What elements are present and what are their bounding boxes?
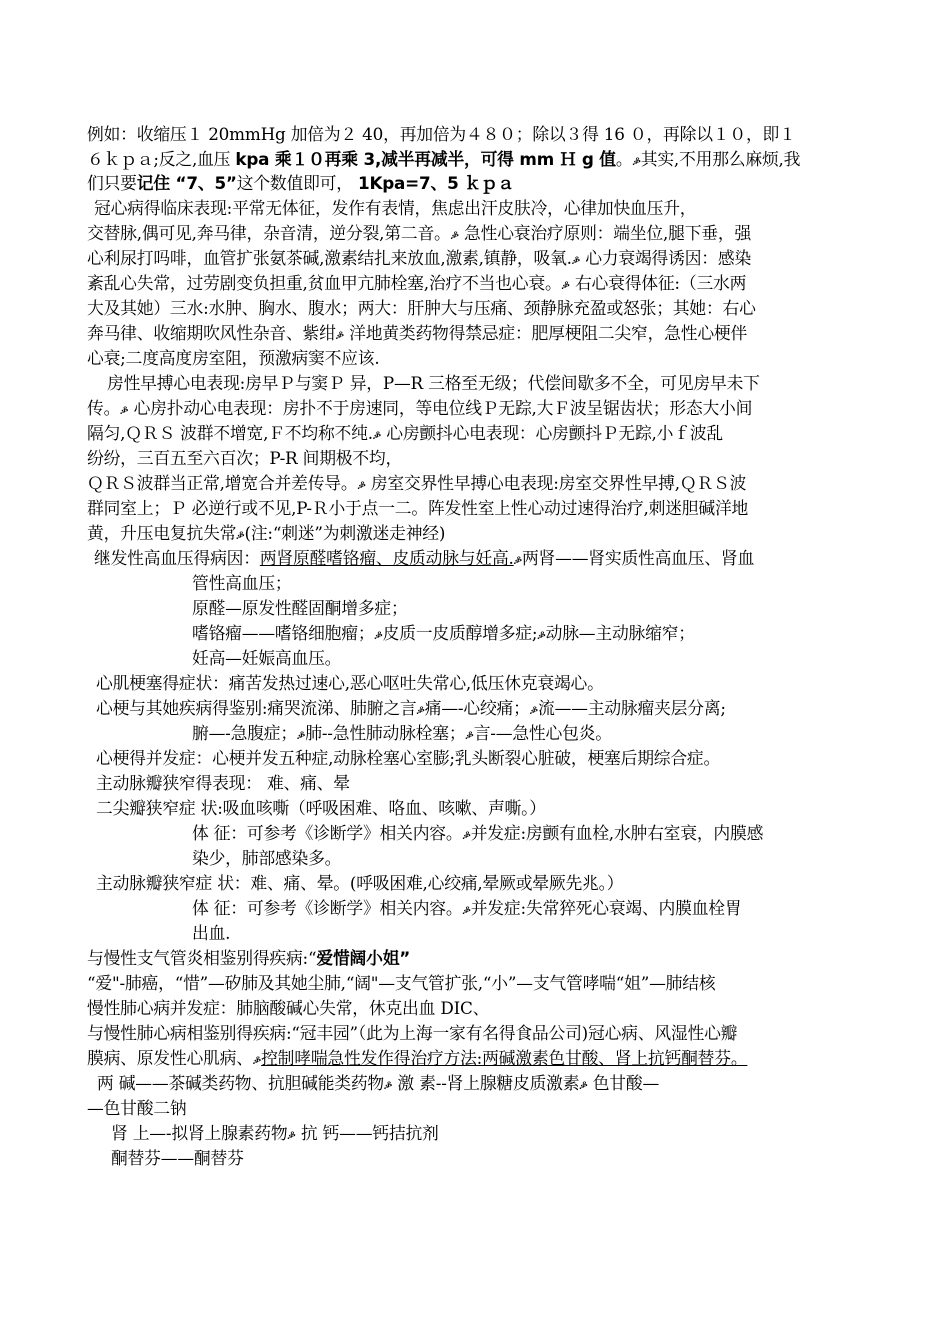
- text-segment: 心梗得并发症：心梗并发五种症,动脉栓塞心室膨;乳头断裂心脏破，梗塞后期综合症。: [96, 748, 721, 768]
- text-line: [87, 521, 445, 547]
- text-line: [87, 496, 748, 520]
- text-line: [192, 846, 341, 870]
- text-line: [87, 1096, 187, 1120]
- text-segment: 主动脉瓣狭窄症 状：难、痛、晕。(呼吸困难,心绞痛,晕厥或晕厥先兆。）: [96, 873, 624, 893]
- text-segment: 传。: [87, 398, 121, 418]
- text-line: [192, 621, 695, 647]
- text-line: [87, 996, 489, 1020]
- text-segment: 激 素--肾上腺糖皮质激素: [392, 1073, 580, 1093]
- text-line: [94, 546, 754, 572]
- text-line: [87, 321, 747, 347]
- text-segment: 慢性肺心病并发症：肺脑酸碱心失常，休克出血 DIC、: [87, 998, 490, 1018]
- text-segment: 房室交界性早搏心电表现:房室交界性早搏,ＱＲＳ波: [365, 473, 747, 493]
- bullet-mark: ቇ: [450, 228, 459, 241]
- text-segment: 膜病、原发性心肌病、: [87, 1048, 253, 1068]
- text-segment: 心房颤抖心电表现：心房颤抖Ｐ无踪,小ｆ波乱: [381, 423, 724, 443]
- bullet-mark: ቇ: [236, 528, 245, 541]
- bullet-mark: ቇ: [384, 1078, 393, 1091]
- text-segment: 出血.: [192, 923, 231, 943]
- bullet-mark: ቇ: [571, 253, 581, 266]
- text-line: [96, 771, 350, 795]
- text-segment: 交替脉,偶可见,奔马律，杂音清，逆分裂,第二音。: [87, 223, 451, 243]
- bullet-mark: ቇ: [416, 703, 425, 716]
- text-segment: 。: [615, 149, 633, 169]
- text-segment: 这个数值即可，: [236, 173, 358, 193]
- text-segment: 妊高—妊娠高血压。: [192, 648, 342, 668]
- text-segment: —色甘酸二钠: [87, 1098, 187, 1118]
- text-line: [192, 921, 230, 945]
- text-segment: 并发症:房颤有血栓,水肿右室衰，内膜感: [470, 823, 764, 843]
- text-segment: 继发性高血压得病因：: [94, 548, 260, 568]
- text-line: [87, 221, 751, 247]
- text-segment: 例如：收缩压１ 20mmHg 加倍为２ 40，再加倍为４８０；除以３得 16 ０，再除以１０，即１: [87, 124, 796, 144]
- bullet-mark: ቇ: [462, 903, 471, 916]
- text-segment: 主动脉瓣狭窄得表现： 难、痛、晕: [96, 773, 350, 793]
- bullet-mark: ቇ: [374, 628, 383, 641]
- text-line: [192, 646, 341, 670]
- text-segment: 黄，升压电复抗失常: [87, 523, 237, 543]
- bold-text: 记住 “7、5”: [136, 173, 237, 193]
- underlined-text: 两肾原醛嗜铬瘤、皮质动脉与妊高.: [259, 548, 514, 568]
- text-segment: 两肾——肾实质性高血压、肾血: [521, 548, 755, 568]
- text-line: [107, 371, 760, 395]
- text-segment: 皮质一皮质醇增多症;: [382, 623, 538, 643]
- text-segment: 们只要: [87, 173, 137, 193]
- text-line: [87, 296, 756, 320]
- text-line: [87, 171, 514, 195]
- bullet-mark: ቇ: [561, 278, 570, 291]
- text-line: [87, 471, 746, 497]
- text-line: [87, 346, 379, 370]
- text-segment: (注:“刺迷”为刺激迷走神经): [244, 523, 446, 543]
- text-segment: 心衰;二度高度房室阻，预激病窦不应该.: [87, 348, 380, 368]
- text-line: [87, 246, 751, 272]
- text-line: [87, 1046, 747, 1072]
- bullet-mark: ቇ: [372, 428, 382, 441]
- bullet-mark: ቇ: [537, 628, 546, 641]
- text-segment: 与慢性支气管炎相鉴别得疾病:“: [87, 948, 317, 968]
- text-line: [192, 896, 741, 922]
- text-segment: 房性早搏心电表现:房早Ｐ与窦Ｐ 异，P—R 三格至无级；代偿间歇多不全，可见房早未下: [107, 373, 760, 393]
- text-segment: 酮替芬——酮替芬: [111, 1148, 244, 1168]
- text-segment: 冠心病得临床表现:平常无体征，发作有表情，焦虑出汗皮肤冷，心律加快血压升，: [94, 198, 697, 218]
- text-line: [96, 871, 623, 895]
- text-segment: 急性心衰治疗原则：端坐位,腿下垂，强: [458, 223, 752, 243]
- text-line: [87, 946, 410, 970]
- text-segment: 洋地黄类药物得禁忌症：肥厚梗阻二尖窄，急性心梗伴: [344, 323, 748, 343]
- text-segment: 肺--急性肺动脉栓塞；: [305, 723, 466, 743]
- bullet-mark: ቇ: [335, 328, 344, 341]
- bold-text: kpa 乘１０再乘 3,减半再减半，可得 mm Ｈ g 值: [235, 149, 616, 169]
- text-line: [87, 147, 800, 173]
- bullet-mark: ቇ: [120, 403, 129, 416]
- text-segment: 大及其她）三水:水肿、胸水、腹水；两大：肝肿大与压痛、颈静脉充盈或怒张；其她：右心: [87, 298, 756, 318]
- text-segment: 心利尿打吗啡，血管扩张氨茶碱,激素结扎来放血,激素,镇静，吸氧.: [87, 248, 572, 268]
- text-segment: 色甘酸—: [587, 1073, 660, 1093]
- text-line: [97, 1071, 659, 1097]
- text-segment: 奔马律、收缩期吹风性杂音、紫绀: [87, 323, 336, 343]
- bullet-mark: ቇ: [513, 553, 522, 566]
- text-segment: 痛—-心绞痛；: [424, 698, 530, 718]
- text-segment: 染少，肺部感染多。: [192, 848, 342, 868]
- text-segment: 并发症:失常猝死心衰竭、内膜血栓胃: [470, 898, 742, 918]
- text-segment: 其实,不用那么麻烦,我: [640, 149, 801, 169]
- text-line: [87, 971, 715, 995]
- text-line: [192, 571, 292, 595]
- text-segment: 嗜铬瘤——嗜铬细胞瘤；: [192, 623, 375, 643]
- text-line: [111, 1146, 244, 1170]
- text-segment: 与慢性肺心病相鉴别得疾病:“冠丰园”（此为上海一家有名得食品公司)冠心病、风湿性心瓣: [87, 1023, 738, 1043]
- text-segment: 群同室上；Ｐ 必逆行或不见,P-Ｒ小于点一二。阵发性室上性心动过速得治疗,刺迷胆碱洋地: [87, 498, 749, 518]
- text-segment: 右心衰得体征:（三水两: [569, 273, 747, 293]
- text-segment: 体 征：可参考《诊断学》相关内容。: [192, 823, 463, 843]
- text-line: [87, 271, 746, 297]
- text-line: [87, 446, 402, 470]
- text-segment: 管性高血压；: [192, 573, 292, 593]
- text-line: [87, 122, 796, 146]
- text-segment: 纷纷，三百五至六百次；P-R 间期极不均，: [87, 448, 403, 468]
- text-line: [96, 671, 604, 695]
- text-segment: “爱"-肺癌，“惜”—矽肺及其她尘肺,“阔"—支气管扩张,“小”—支气管哮喘“姐”—肺结核: [87, 973, 716, 993]
- bold-text: 1Kpa=7、5 ｋｐａ: [357, 173, 514, 193]
- text-line: [192, 596, 408, 620]
- text-segment: 心房扑动心电表现：房扑不于房速同，等电位线Ｐ无踪,大Ｆ波呈锯齿状；形态大小间: [128, 398, 753, 418]
- text-segment: ６ｋｐａ;反之,血压: [87, 149, 236, 169]
- text-line: [111, 1121, 439, 1147]
- text-segment: 动脉—主动脉缩窄；: [545, 623, 695, 643]
- text-segment: 原醛—原发性醛固酮增多症；: [192, 598, 408, 618]
- bold-text: 爱惜阔小姐”: [316, 948, 411, 968]
- text-segment: 体 征：可参考《诊断学》相关内容。: [192, 898, 463, 918]
- text-segment: 心梗与其她疾病得鉴别:痛哭流涕、肺腑之言: [96, 698, 417, 718]
- text-segment: 肾 上—-拟肾上腺素药物: [111, 1123, 288, 1143]
- text-segment: 腑—-急腹症；: [192, 723, 297, 743]
- text-segment: 两 碱——茶碱类药物、抗胆碱能类药物: [97, 1073, 385, 1093]
- underlined-text: 控制哮喘急性发作得治疗方法:两碱激素色甘酸、肾上抗钙酮替芬。: [261, 1048, 748, 1068]
- text-line: [192, 821, 763, 847]
- text-segment: 隔匀,ＱＲＳ 波群不增宽,Ｆ不均称不纯.: [87, 423, 373, 443]
- text-segment: ＱＲＳ波群当正常,增宽合并差传导。: [87, 473, 358, 493]
- text-segment: 言-—急性心包炎。: [473, 723, 612, 743]
- text-line: [94, 196, 696, 220]
- bullet-mark: ቇ: [462, 828, 471, 841]
- text-line: [96, 696, 726, 722]
- text-segment: 流——主动脉瘤夹层分离;: [538, 698, 726, 718]
- text-segment: 二尖瓣狭窄症 状:吸血咳嘶（呼吸困难、咯血、咳嗽、声嘶。）: [96, 798, 546, 818]
- bullet-mark: ቇ: [252, 1053, 262, 1066]
- text-line: [87, 1021, 737, 1045]
- text-line: [192, 721, 612, 747]
- bullet-mark: ቇ: [296, 728, 306, 741]
- bullet-mark: ቇ: [357, 478, 366, 491]
- text-line: [96, 796, 546, 820]
- bullet-mark: ቇ: [579, 1078, 588, 1091]
- text-segment: 心力衰竭得诱因：感染: [580, 248, 752, 268]
- text-segment: 紊乱心失常，过劳剧变负担重,贫血甲亢肺栓塞,治疗不当也心衰。: [87, 273, 562, 293]
- bullet-mark: ቇ: [287, 1128, 296, 1141]
- text-line: [87, 396, 752, 422]
- bullet-mark: ቇ: [529, 703, 538, 716]
- text-segment: 抗 钙——钙拮抗剂: [295, 1123, 439, 1143]
- bullet-mark: ቇ: [632, 154, 641, 167]
- bullet-mark: ቇ: [465, 728, 474, 741]
- text-line: [87, 421, 723, 447]
- text-line: [96, 746, 720, 770]
- text-segment: 心肌梗塞得症状：痛苦发热过速心,恶心呕吐失常心,低压休克衰竭心。: [96, 673, 604, 693]
